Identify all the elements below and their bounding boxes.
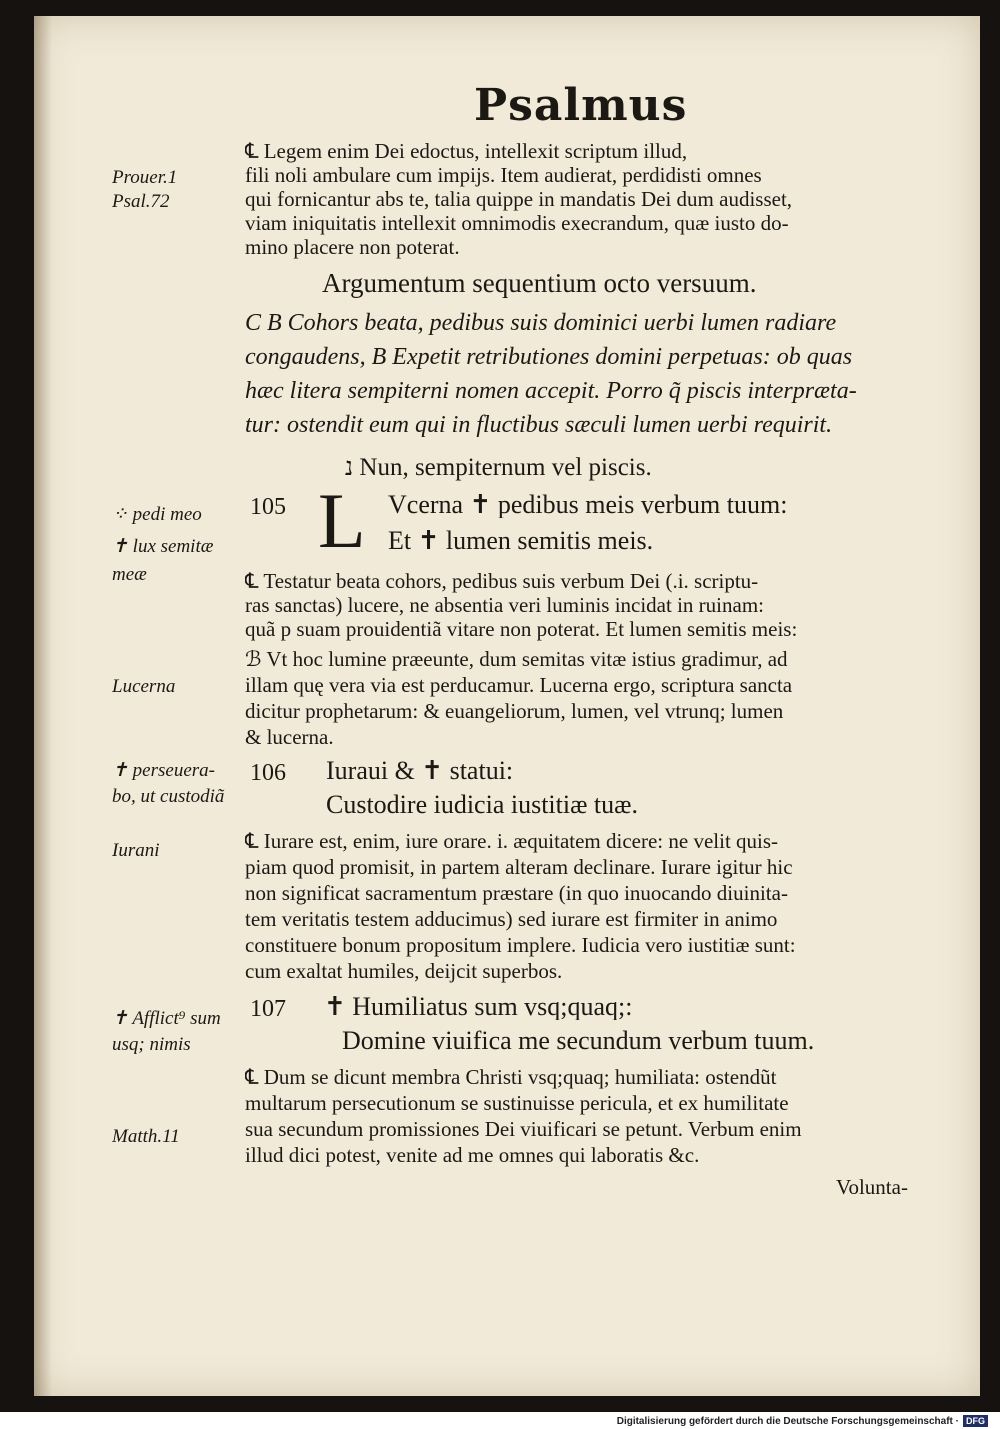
argument-line: tur: ostendit eum qui in fluctibus sæculi lumen uerbi requirit. bbox=[245, 412, 833, 438]
margin-note-matth: Matth.11 bbox=[112, 1126, 180, 1147]
argument-line: hæc litera sempiterni nomen accepit. Porro q̃ piscis interpræta- bbox=[245, 378, 857, 404]
margin-note-usque: usq; nimis bbox=[112, 1034, 191, 1055]
decorated-initial: L bbox=[318, 477, 366, 564]
argument-line: C B Cohors beata, pedibus suis dominici uerbi lumen radiare bbox=[245, 310, 837, 336]
margin-note-prouer: Prouer.1 bbox=[112, 167, 178, 188]
margin-note-pedi: ⁘ pedi meo bbox=[112, 504, 202, 525]
text-line: quã p suam prouidentiã vitare non poterat. Et lumen semitis meis: bbox=[245, 617, 798, 641]
margin-note-perseuera: ✝ perseuera- bbox=[112, 760, 215, 781]
verse-number-105: 105 bbox=[250, 494, 286, 520]
text-line: viam iniquitatis intellexit omnimodis execrandum, quæ iusto do- bbox=[245, 211, 789, 235]
book-page bbox=[34, 16, 980, 1396]
argument-line: congaudens, B Expetit retributiones domini perpetuas: ob quas bbox=[245, 344, 853, 370]
verse-line: Et ✝ lumen semitis meis. bbox=[388, 528, 654, 554]
text-line: ℄ Dum se dicunt membra Christi vsq;quaq; humiliata: ostendũt bbox=[245, 1065, 777, 1089]
text-line: mino placere non poterat. bbox=[245, 235, 460, 259]
verse-line: Vcerna ✝ pedibus meis verbum tuum: bbox=[388, 492, 788, 518]
margin-note-mee: meæ bbox=[112, 564, 147, 585]
verse-line: ✝ Humiliatus sum vsq;quaq;: bbox=[324, 994, 633, 1020]
text-line: ℄ Testatur beata cohors, pedibus suis verbum Dei (.i. scriptu- bbox=[245, 569, 759, 593]
verse-line: Custodire iudicia iustitiæ tuæ. bbox=[326, 792, 638, 818]
text-line: ℬ Vt hoc lumine præeunte, dum semitas vitæ istius gradimur, ad bbox=[245, 647, 788, 671]
hebrew-letter-heading: נ Nun, sempiternum vel piscis. bbox=[345, 454, 652, 481]
text-line: ℄ Legem enim Dei edoctus, intellexit scriptum illud, bbox=[245, 139, 688, 163]
catchword: Volunta- bbox=[836, 1175, 908, 1199]
verse-line: Iuraui & ✝ statui: bbox=[326, 758, 514, 784]
text-line: ras sanctas) lucere, ne absentia veri luminis incidat in ruinam: bbox=[245, 593, 764, 617]
text-line: tem veritatis testem adducimus) sed iurare est firmiter in animo bbox=[245, 907, 778, 931]
text-line: fili noli ambulare cum impijs. Item audierat, perdidisti omnes bbox=[245, 163, 762, 187]
margin-note-lucerna: Lucerna bbox=[112, 676, 176, 697]
margin-note-lux: ✝ lux semitæ bbox=[112, 536, 214, 557]
text-line: & lucerna. bbox=[245, 725, 334, 749]
verse-line: Domine viuifica me secundum verbum tuum. bbox=[342, 1028, 815, 1054]
text-line: dicitur prophetarum: & euangeliorum, lumen, vel vtrunq; lumen bbox=[245, 699, 784, 723]
margin-note-custodia: bo, ut custodiã bbox=[112, 786, 225, 807]
text-line: cum exaltat humiles, deijcit superbos. bbox=[245, 959, 563, 983]
dfg-logo-icon: DFG bbox=[963, 1415, 988, 1427]
margin-note-psal: Psal.72 bbox=[112, 191, 170, 212]
text-line: ℄ Iurare est, enim, iure orare. i. æquitatem dicere: ne velit quis- bbox=[245, 829, 779, 853]
margin-note-iurani: Iurani bbox=[112, 840, 160, 861]
argument-title: Argumentum sequentium octo versuum. bbox=[322, 268, 757, 298]
page-header-title: Psalmus bbox=[474, 80, 688, 131]
text-line: illud dici potest, venite ad me omnes qui laboratis &c. bbox=[245, 1143, 700, 1167]
verse-number-106: 106 bbox=[250, 760, 286, 786]
digitization-footer bbox=[617, 1414, 988, 1428]
footer-credit-text: Digitalisierung gefördert durch die Deutsche Forschungsgemeinschaft · bbox=[616, 1415, 959, 1427]
text-line: multarum persecutionum se sustinuisse pericula, et ex humilitate bbox=[245, 1091, 789, 1115]
text-line: constituere bonum propositum implere. Iudicia vero iustitiæ sunt: bbox=[245, 933, 796, 957]
text-line: piam quod promisit, in partem alteram declinare. Iurare igitur hic bbox=[245, 855, 793, 879]
margin-note-afflictus: ✝ Afflict⁹ sum bbox=[112, 1008, 221, 1029]
text-line: qui fornicantur abs te, talia quippe in mandatis Dei dum audisset, bbox=[245, 187, 793, 211]
gutter-shadow bbox=[34, 16, 52, 1396]
text-line: sua secundum promissiones Dei viuificari se petunt. Verbum enim bbox=[245, 1117, 802, 1141]
verse-number-107: 107 bbox=[250, 996, 286, 1022]
text-line: non significat sacramentum præstare (in quo inuocando diuinita- bbox=[245, 881, 788, 905]
text-line: illam quę vera via est perducamur. Lucerna ergo, scriptura sancta bbox=[245, 673, 793, 697]
